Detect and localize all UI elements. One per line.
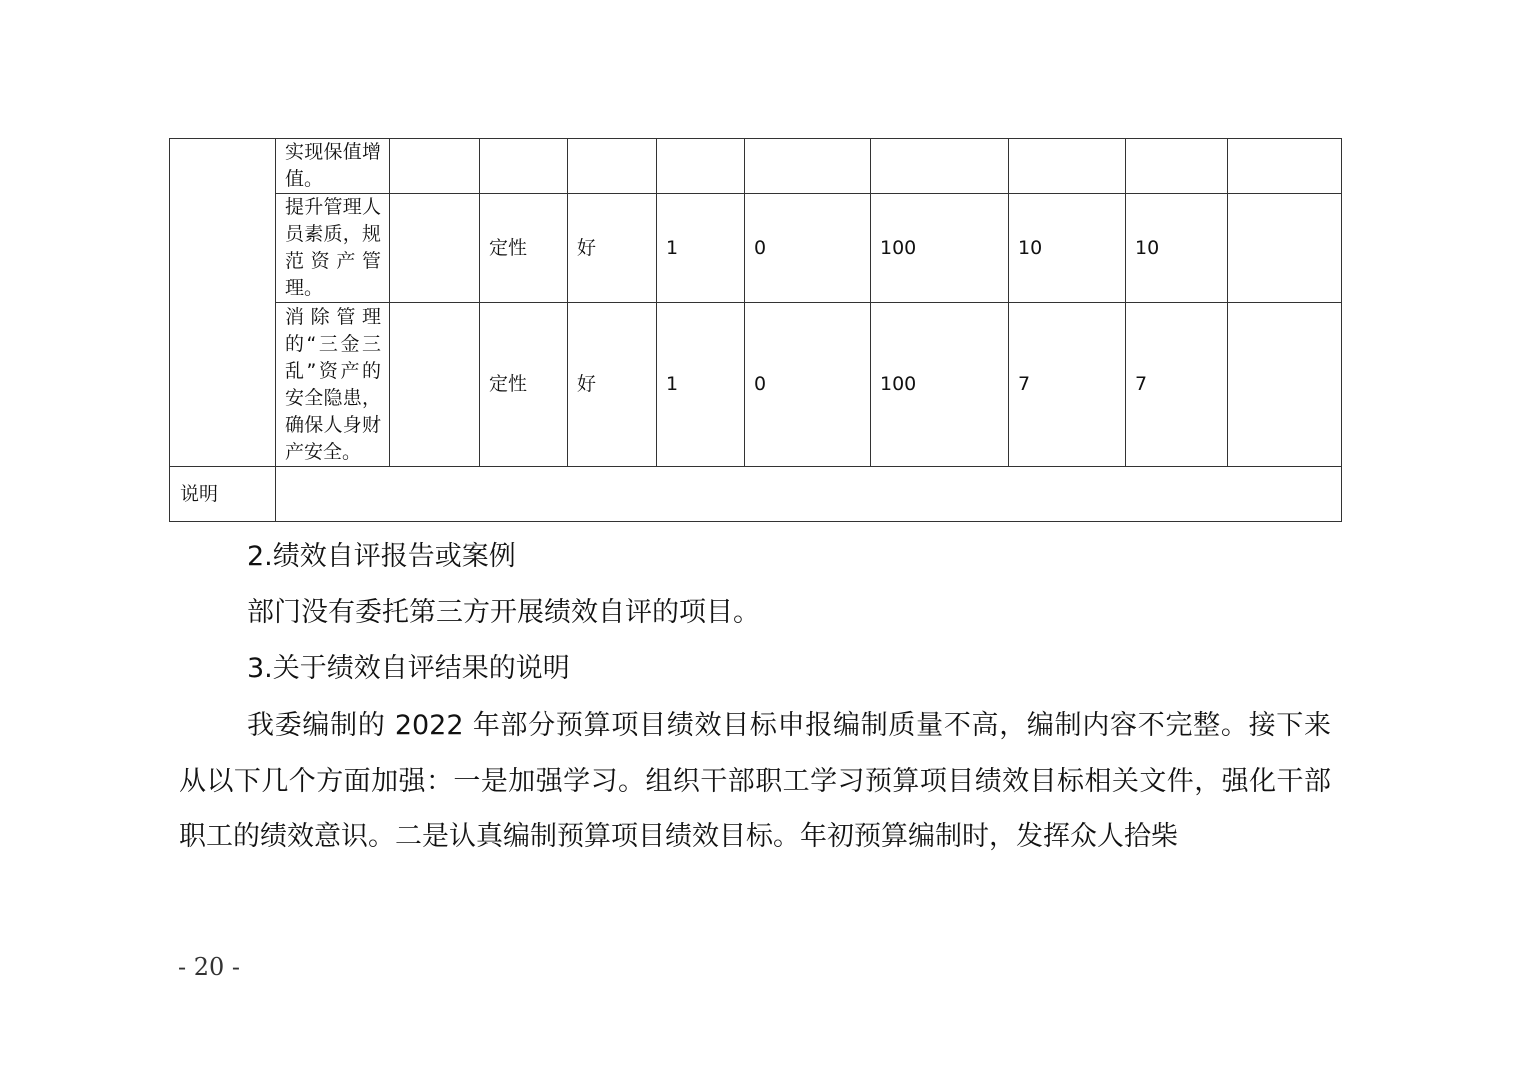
score-full-cell: 10: [1009, 194, 1126, 303]
section-heading-2: 2.绩效自评报告或案例: [247, 541, 516, 572]
max-cell: [871, 139, 1009, 194]
weight-cell: [657, 139, 745, 194]
indicator-value-cell: [390, 194, 480, 303]
page-number: - 20 -: [178, 953, 241, 981]
min-cell: [745, 139, 871, 194]
indicator-cell: 提升管理人员素质，规范资产管理。: [276, 194, 390, 303]
score-full-cell: [1009, 139, 1126, 194]
target-cell: 好: [568, 303, 657, 467]
section-paragraph-2: 部门没有委托第三方开展绩效自评的项目。: [247, 597, 760, 628]
min-cell: 0: [745, 194, 871, 303]
max-cell: 100: [871, 194, 1009, 303]
score-full-cell: 7: [1009, 303, 1126, 467]
table-row: [170, 467, 1342, 522]
target-cell: [568, 139, 657, 194]
note-value-cell: [276, 467, 1342, 522]
indicator-cell: 消除管理的“三金三乱”资产的安全隐患，确保人身财产安全。: [276, 303, 390, 467]
weight-cell: 1: [657, 194, 745, 303]
indicator-cell: 实现保值增值。: [276, 139, 390, 194]
note-cell: [1228, 139, 1342, 194]
score-self-cell: 10: [1126, 194, 1228, 303]
weight-cell: 1: [657, 303, 745, 467]
note-label-cell: 说明: [170, 467, 276, 522]
category-cell: [170, 139, 276, 467]
score-self-cell: [1126, 139, 1228, 194]
performance-table: [169, 138, 1342, 522]
section-heading-3: 3.关于绩效自评结果的说明: [247, 653, 570, 684]
table-row: [170, 139, 1342, 194]
indicator-value-cell: [390, 139, 480, 194]
note-cell: [1228, 303, 1342, 467]
nature-cell: [480, 139, 568, 194]
max-cell: 100: [871, 303, 1009, 467]
indicator-value-cell: [390, 303, 480, 467]
nature-cell: 定性: [480, 194, 568, 303]
score-self-cell: 7: [1126, 303, 1228, 467]
nature-cell: 定性: [480, 303, 568, 467]
note-cell: [1228, 194, 1342, 303]
section-paragraph-3: 我委编制的 2022 年部分预算项目绩效目标申报编制质量不高，编制内容不完整。接下来从以下几个方面加强：一是加强学习。组织干部职工学习预算项目绩效目标相关文件，强化干部职工的绩效意识。二是认真编制预算项目绩效目标。年初预算编制时，发挥众人拾柴: [179, 710, 1331, 852]
min-cell: 0: [745, 303, 871, 467]
table-row: [170, 194, 1342, 303]
table-row: [170, 303, 1342, 467]
target-cell: 好: [568, 194, 657, 303]
